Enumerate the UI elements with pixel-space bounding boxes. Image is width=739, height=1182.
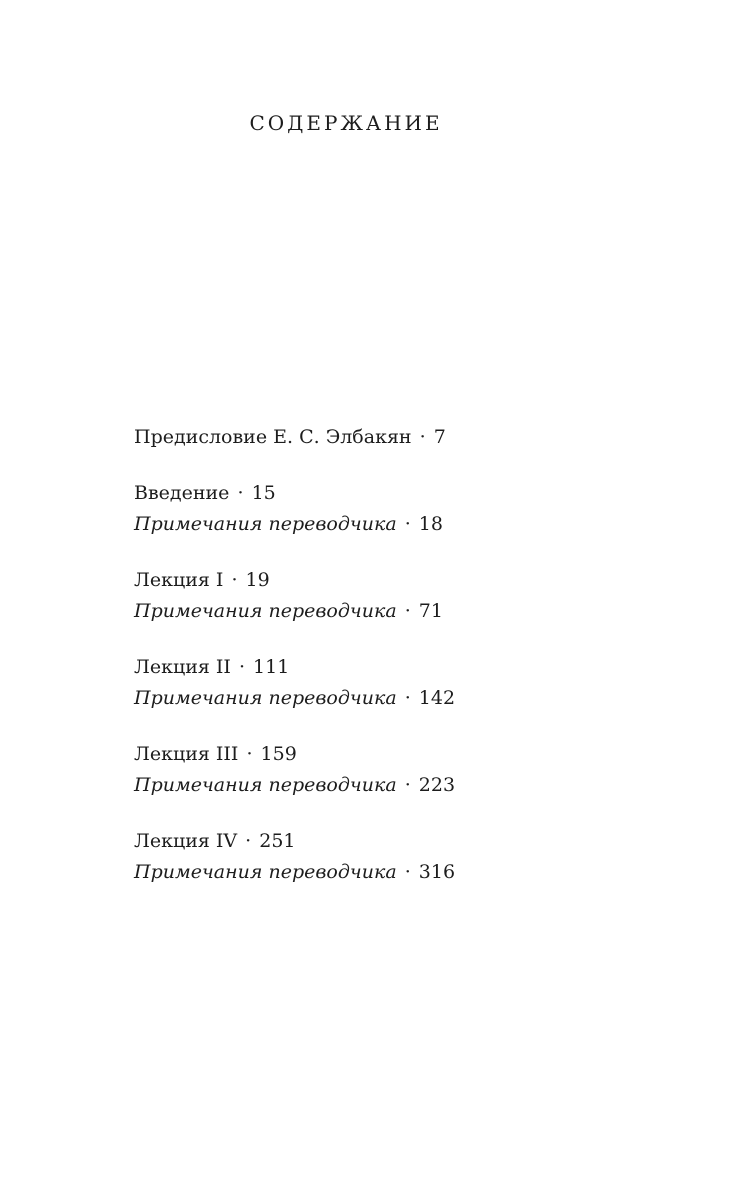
toc-separator: · bbox=[404, 774, 411, 796]
toc-group-introduction bbox=[134, 478, 694, 540]
toc-group-lecture-1 bbox=[134, 565, 694, 627]
toc-separator: · bbox=[231, 569, 238, 591]
toc-page-number: 251 bbox=[259, 830, 296, 852]
toc-entry-title: Лекция I bbox=[134, 569, 224, 591]
toc-entry-title: Предисловие Е. С. Элбакян bbox=[134, 426, 412, 448]
toc-entry-lecture-2 bbox=[134, 652, 694, 683]
toc-entry-title: Примечания переводчика bbox=[134, 861, 397, 883]
table-of-contents bbox=[134, 422, 694, 913]
toc-entry-title: Примечания переводчика bbox=[134, 600, 397, 622]
toc-page-number: 15 bbox=[251, 482, 276, 504]
toc-group-preface bbox=[134, 422, 694, 453]
toc-entry-lecture-1-notes bbox=[134, 596, 694, 627]
toc-entry-title: Лекция II bbox=[134, 656, 231, 678]
toc-entry-title: Лекция IV bbox=[134, 830, 238, 852]
toc-separator: · bbox=[246, 743, 253, 765]
toc-separator: · bbox=[419, 426, 426, 448]
toc-page-number: 142 bbox=[418, 687, 456, 709]
toc-separator: · bbox=[404, 861, 411, 883]
toc-group-lecture-2 bbox=[134, 652, 694, 714]
toc-page-number: 19 bbox=[245, 569, 270, 591]
toc-entry-title: Примечания переводчика bbox=[134, 513, 397, 535]
toc-entry-lecture-1 bbox=[134, 565, 694, 596]
toc-group-lecture-3 bbox=[134, 739, 694, 801]
toc-group-lecture-4 bbox=[134, 826, 694, 888]
toc-separator: · bbox=[404, 513, 411, 535]
toc-page-number: 159 bbox=[260, 743, 297, 765]
toc-separator: · bbox=[238, 656, 245, 678]
toc-entry-introduction bbox=[134, 478, 694, 509]
toc-separator: · bbox=[237, 482, 244, 504]
toc-entry-lecture-3 bbox=[134, 739, 694, 770]
toc-separator: · bbox=[245, 830, 252, 852]
toc-entry-title: Примечания переводчика bbox=[134, 774, 397, 796]
toc-page-number: 7 bbox=[433, 426, 446, 448]
toc-page-number: 18 bbox=[418, 513, 443, 535]
toc-entry-title: Введение bbox=[134, 482, 230, 504]
toc-entry-title: Лекция III bbox=[134, 743, 239, 765]
toc-separator: · bbox=[404, 600, 411, 622]
toc-entry-introduction-notes bbox=[134, 509, 694, 540]
toc-entry-title: Примечания переводчика bbox=[134, 687, 397, 709]
toc-entry-lecture-4 bbox=[134, 826, 694, 857]
toc-entry-lecture-2-notes bbox=[134, 683, 694, 714]
toc-page-number: 223 bbox=[418, 774, 456, 796]
toc-separator: · bbox=[404, 687, 411, 709]
toc-entry-lecture-4-notes bbox=[134, 857, 694, 888]
toc-page-number: 71 bbox=[418, 600, 443, 622]
page-title: СОДЕРЖАНИЕ bbox=[249, 111, 443, 135]
toc-entry-preface bbox=[134, 422, 694, 453]
toc-page-number: 111 bbox=[253, 656, 290, 678]
toc-page-number: 316 bbox=[418, 861, 456, 883]
toc-entry-lecture-3-notes bbox=[134, 770, 694, 801]
